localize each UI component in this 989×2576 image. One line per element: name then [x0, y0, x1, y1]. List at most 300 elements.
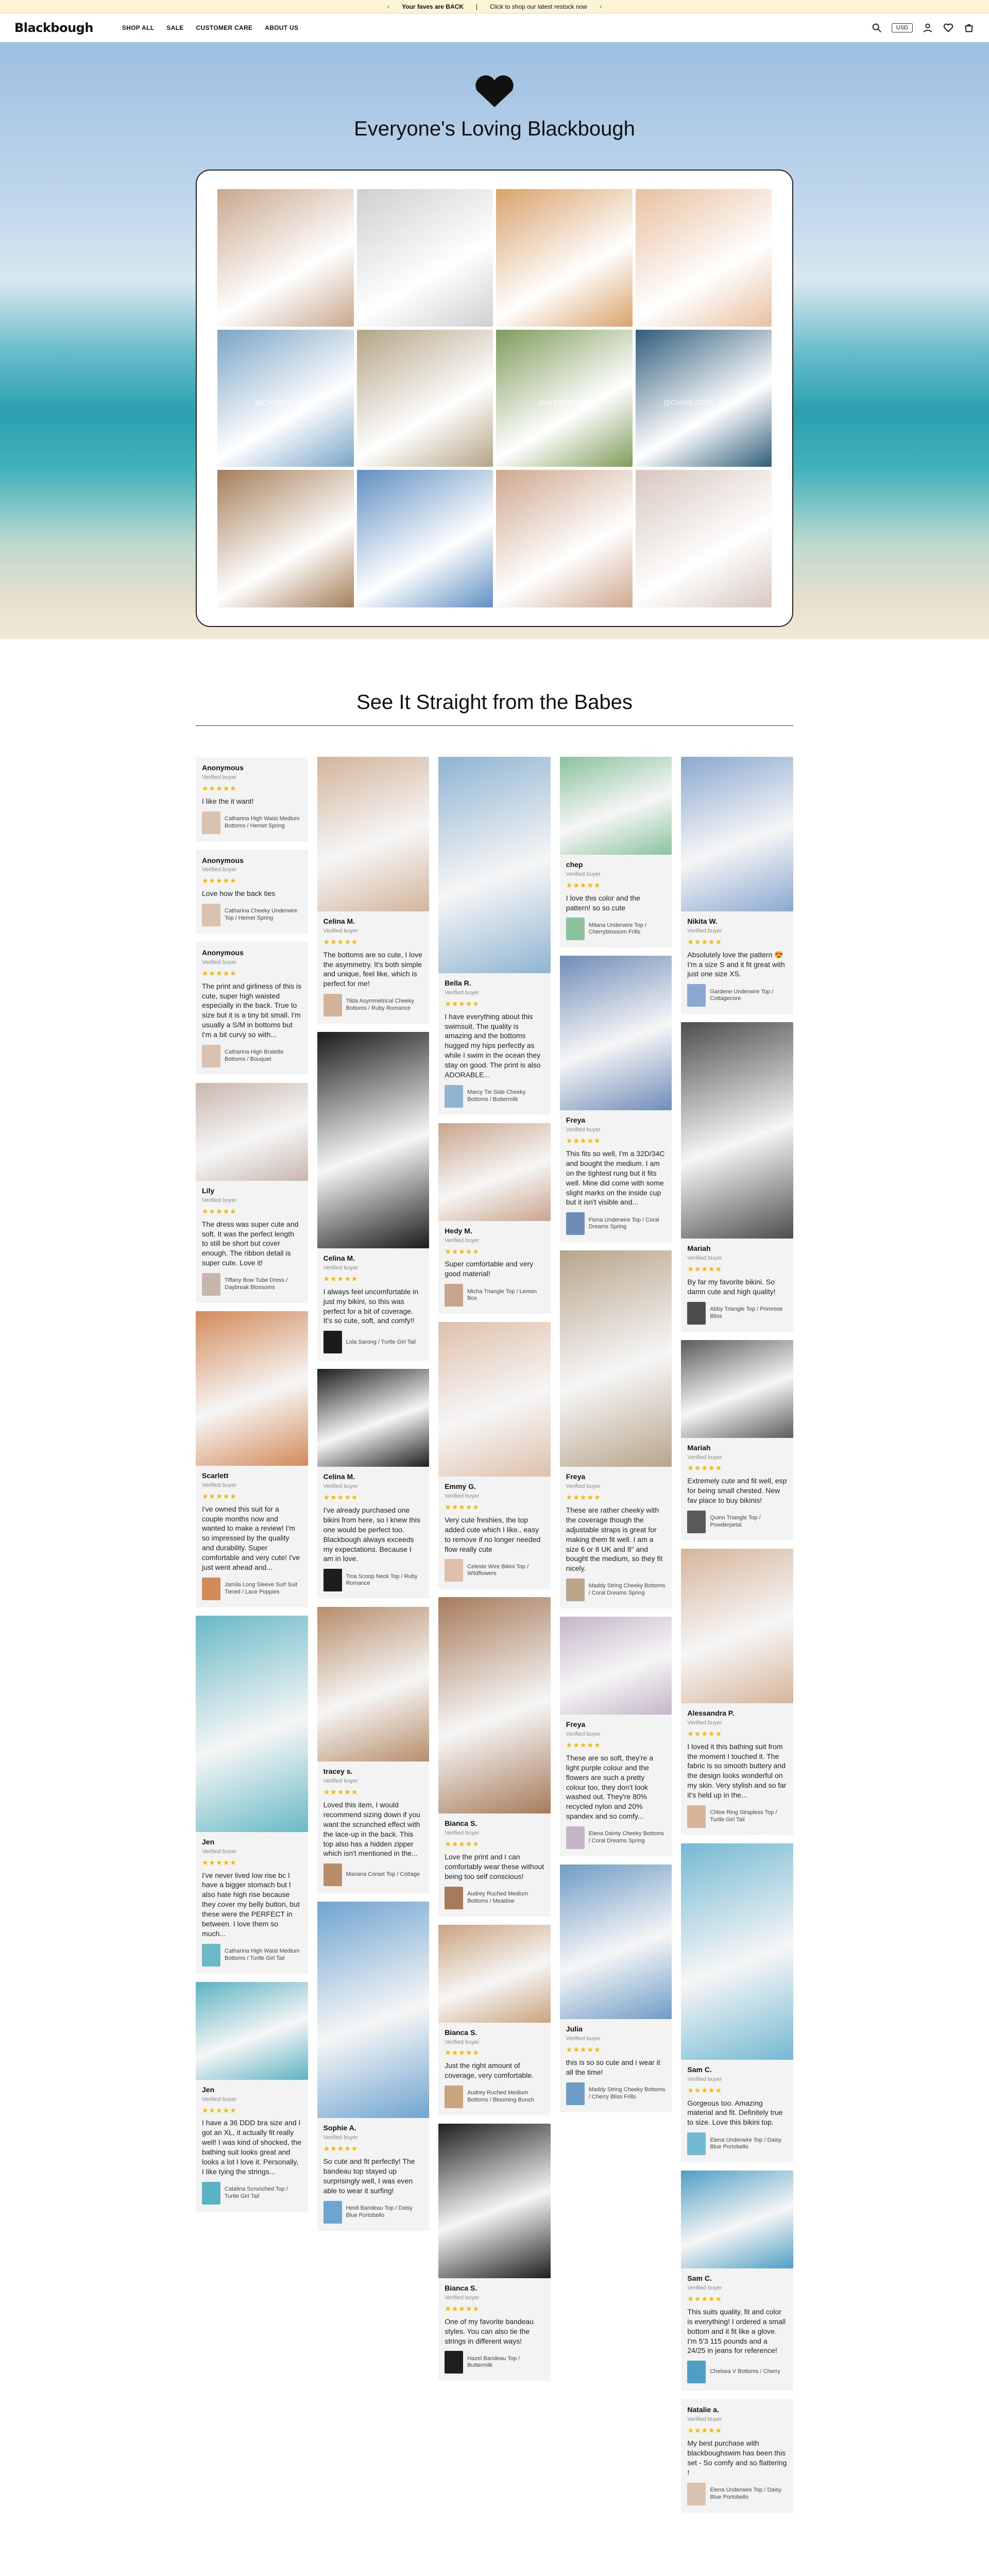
product-thumbnail[interactable] — [323, 994, 342, 1016]
verified-badge: Verified buyer — [566, 871, 601, 877]
verified-badge: Verified buyer — [445, 1237, 480, 1244]
review-column — [560, 757, 672, 2576]
star-rating-icon: ★★★★★ — [445, 1840, 480, 1849]
review-product[interactable] — [687, 2132, 787, 2155]
promo-divider: | — [475, 3, 478, 10]
review-product[interactable] — [323, 1863, 423, 1886]
photo-credit: @CHANTELLSINE — [254, 398, 317, 406]
verified-badge: Verified buyer — [566, 1483, 601, 1490]
reviewer-name: Bella R. — [445, 979, 471, 987]
star-rating-icon: ★★★★★ — [687, 2086, 723, 2094]
review-product[interactable] — [202, 1944, 302, 1967]
product-name[interactable]: Audrey Ruched Medium Bottoms / Meadow — [467, 1891, 528, 1904]
chevron-right-icon[interactable]: › — [599, 3, 602, 10]
review-product[interactable] — [687, 2483, 787, 2505]
review-card — [196, 1982, 308, 2212]
menu-shop-all[interactable]: SHOP ALL — [122, 24, 155, 31]
review-photo[interactable] — [438, 2124, 551, 2278]
review-card — [560, 1865, 672, 2112]
product-name[interactable]: Marcy Tie Side Cheeky Bottoms / Buttermilk — [467, 1089, 526, 1103]
review-photo[interactable] — [681, 1022, 793, 1239]
review-product[interactable] — [687, 1302, 787, 1325]
reviewer-name: Anonymous — [202, 856, 244, 865]
star-rating-icon: ★★★★★ — [445, 1247, 480, 1256]
verified-badge: Verified buyer — [687, 1454, 722, 1461]
currency-selector[interactable]: USD — [892, 23, 913, 32]
review-card — [681, 1843, 793, 2162]
review-text: I've never lived low rise bc I have a bigger stomach but I also hate high rise because they cover my belly button, but these were the PERFECT in between. I love them so much... — [202, 1871, 300, 1938]
ugc-photo[interactable] — [357, 330, 493, 467]
verified-badge: Verified buyer — [202, 2096, 237, 2103]
review-card — [196, 1311, 308, 1607]
product-thumbnail[interactable] — [687, 2361, 706, 2383]
review-product[interactable] — [202, 904, 302, 926]
product-thumbnail[interactable] — [445, 1284, 463, 1307]
account-icon[interactable] — [922, 22, 933, 33]
verified-badge: Verified buyer — [202, 1197, 237, 1204]
star-rating-icon: ★★★★★ — [445, 1503, 480, 1511]
review-text: Love how the back ties — [202, 889, 276, 898]
reviewer-name: Sam C. — [687, 2065, 712, 2074]
chevron-left-icon[interactable]: ‹ — [387, 3, 390, 10]
review-product[interactable] — [445, 2086, 544, 2108]
star-rating-icon: ★★★★★ — [323, 2144, 359, 2153]
product-thumbnail[interactable] — [323, 1331, 342, 1353]
verified-badge: Verified buyer — [445, 2295, 480, 2301]
star-rating-icon: ★★★★★ — [323, 937, 359, 946]
review-product[interactable] — [566, 1579, 666, 1601]
product-thumbnail[interactable] — [202, 1944, 220, 1967]
review-text: The dress was super cute and soft. It was the perfect length to still be short but cover enough. The ribbon detail is super cute. Love it! — [202, 1219, 299, 1267]
star-rating-icon: ★★★★★ — [202, 1207, 237, 1215]
review-card — [438, 2124, 551, 2381]
ugc-photo[interactable] — [636, 189, 772, 327]
review-card — [196, 1083, 308, 1303]
review-product[interactable] — [566, 918, 666, 940]
review-column — [438, 757, 551, 2576]
ugc-photo[interactable] — [217, 189, 354, 327]
product-name[interactable]: Elena Underwire Top / Daisy Blue Portobello — [710, 2486, 781, 2500]
review-photo[interactable] — [681, 1843, 793, 2060]
ugc-photo[interactable] — [636, 470, 772, 607]
product-thumbnail[interactable] — [687, 1805, 706, 1828]
review-card — [438, 757, 551, 1115]
review-text: Extremely cute and fit well, esp for being small chested. New fav place to buy bikinis! — [687, 1477, 787, 1505]
review-product[interactable] — [445, 1284, 544, 1307]
product-name[interactable]: Hazel Bandeau Top / Buttermilk — [467, 2355, 520, 2369]
verified-badge: Verified buyer — [202, 1482, 237, 1488]
reviewer-name: Scarlett — [202, 1471, 229, 1480]
review-card — [196, 942, 308, 1075]
reviewer-name: Freya — [566, 1472, 586, 1481]
reviewer-name: Jen — [202, 2085, 215, 2094]
reviewer-name: Freya — [566, 1720, 586, 1729]
review-product[interactable] — [202, 2182, 302, 2205]
review-column — [317, 757, 430, 2576]
review-column — [681, 757, 793, 2576]
review-text: Just the right amount of coverage, very comfortable. — [445, 2061, 534, 2080]
promo-bar — [0, 0, 989, 13]
ugc-photo[interactable] — [357, 189, 493, 327]
divider — [196, 725, 793, 726]
product-name[interactable]: Mariana Corset Top / Cottage — [346, 1871, 420, 1878]
review-photo[interactable] — [196, 1083, 308, 1181]
product-thumbnail[interactable] — [323, 2201, 342, 2224]
product-name[interactable]: Gardene Underwire Top / Cottagecore — [710, 988, 774, 1002]
review-text: I loved it this bathing suit from the moment I touched it. The fabric is so smooth buttery and the design looks wonderful on my skin. Very stylish and so far it's held up in the... — [687, 1742, 787, 1800]
product-name[interactable]: Maddy String Cheeky Bottoms / Cherry Bliss Frills — [588, 2086, 666, 2100]
product-name[interactable]: Heidi Bandeau Top / Daisy Blue Portobello — [346, 2205, 413, 2218]
star-rating-icon: ★★★★★ — [566, 1137, 601, 1145]
product-thumbnail[interactable] — [323, 1569, 342, 1591]
review-text: this is so so cute and i wear it all the time! — [566, 2058, 660, 2076]
star-rating-icon: ★★★★★ — [202, 1492, 237, 1500]
verified-badge: Verified buyer — [566, 1127, 601, 1133]
verified-badge: Verified buyer — [687, 2076, 722, 2082]
ugc-photo[interactable] — [357, 470, 493, 607]
ugc-photo[interactable] — [217, 330, 354, 467]
ugc-photo[interactable] — [496, 470, 633, 607]
verified-badge: Verified buyer — [687, 1719, 722, 1726]
review-photo[interactable] — [560, 956, 672, 1110]
reviewer-name: Mariah — [687, 1443, 711, 1452]
review-card — [560, 1617, 672, 1856]
review-card — [317, 757, 430, 1024]
star-rating-icon: ★★★★★ — [687, 1265, 723, 1274]
review-card — [196, 1616, 308, 1974]
review-photo[interactable] — [196, 1616, 308, 1832]
product-thumbnail[interactable] — [445, 1085, 463, 1108]
review-text: These are rather cheeky with the coverage though the adjustable straps is great for making them fit well. I am a size 6 or 8 UK and 8" and bought the medium, so they fit nicely. — [566, 1506, 663, 1573]
ugc-photo[interactable] — [217, 470, 354, 607]
review-text: So cute and fit perfectly! The bandeau top stayed up surprisingly well, I was even able to wear it surfing! — [323, 2157, 415, 2195]
product-name[interactable]: Maddy String Cheeky Bottoms / Coral Dreams Spring — [588, 1583, 666, 1597]
product-thumbnail[interactable] — [202, 1045, 220, 1067]
reviewer-name: Celina M. — [323, 1254, 355, 1263]
product-thumbnail[interactable] — [445, 1559, 463, 1582]
review-card — [438, 1123, 551, 1314]
review-text: I have everything about this swimsuit. The quality is amazing and the bottoms hugged my hips perfectly as while I swim in the ocean they stay on good. The print is also ADORABLE... — [445, 1012, 541, 1079]
product-name[interactable]: Tilda Asymmetrical Cheeky Bottoms / Ruby Romance — [346, 998, 414, 1012]
review-product[interactable] — [687, 1511, 787, 1533]
star-rating-icon: ★★★★★ — [687, 937, 723, 946]
star-rating-icon: ★★★★★ — [323, 1493, 359, 1502]
star-rating-icon: ★★★★★ — [445, 2048, 480, 2057]
review-photo[interactable] — [560, 1865, 672, 2019]
review-product[interactable] — [445, 1085, 544, 1108]
product-thumbnail[interactable] — [445, 2351, 463, 2374]
star-rating-icon: ★★★★★ — [202, 784, 237, 792]
product-thumbnail[interactable] — [323, 1863, 342, 1886]
product-thumbnail[interactable] — [566, 1212, 585, 1235]
review-text: Absolutely love the pattern 😍 I'm a size S and it fit great with just one size XS. — [687, 950, 785, 978]
review-text: I always feel uncomfortable in just my bikini, so this was perfect for a bit of coverage. It's so cute, soft, and comfy!! — [323, 1287, 419, 1325]
review-photo[interactable] — [317, 757, 430, 911]
review-card — [317, 1032, 430, 1361]
review-product[interactable] — [323, 1331, 423, 1353]
review-photo[interactable] — [196, 1982, 308, 2080]
reviews-section — [0, 639, 989, 2576]
review-product[interactable] — [566, 1212, 666, 1235]
review-product[interactable] — [566, 2082, 666, 2105]
review-text: The print and girliness of this is cute, super high waisted especially in the back. True to size but it is a tiny bit small. I'm usually a S/M in bottoms but I'm a bit curvy so with... — [202, 981, 301, 1039]
product-thumbnail[interactable] — [566, 1579, 585, 1601]
review-card — [317, 1369, 430, 1599]
cart-icon[interactable] — [963, 22, 975, 33]
product-thumbnail[interactable] — [566, 918, 585, 940]
reviewer-name: Bianca S. — [445, 2028, 478, 2037]
review-photo[interactable] — [681, 1549, 793, 1703]
review-card — [196, 757, 308, 841]
verified-badge: Verified buyer — [445, 2039, 480, 2045]
reviewer-name: Sam C. — [687, 2274, 712, 2283]
reviewer-name: Julia — [566, 2025, 583, 2033]
review-product[interactable] — [687, 984, 787, 1007]
verified-badge: Verified buyer — [445, 1830, 480, 1837]
verified-badge: Verified buyer — [202, 1848, 237, 1855]
menu-about-us[interactable]: ABOUT US — [265, 24, 299, 31]
reviewer-name: Hedy M. — [445, 1226, 472, 1235]
header-nav — [0, 13, 989, 42]
product-name[interactable]: Catharina High Bralette Bottoms / Bouquet — [225, 1049, 284, 1062]
review-product[interactable] — [323, 1569, 423, 1591]
review-product[interactable] — [323, 2201, 423, 2224]
star-rating-icon: ★★★★★ — [202, 876, 237, 885]
product-name[interactable]: Milana Underwire Top / Cherryblossom Frills — [588, 922, 647, 936]
product-name[interactable]: Catharina Cheeky Underwire Top / Hemet Spring — [225, 908, 298, 922]
reviewer-name: Bianca S. — [445, 2284, 478, 2293]
search-icon[interactable] — [871, 22, 882, 33]
review-text: This suits quality, fit and color is everything! I ordered a small bottom and it fit like a glove. I'm 5'3 115 pounds and a 24/25 in jeans for reference! — [687, 2307, 786, 2355]
verified-badge: Verified buyer — [323, 2134, 358, 2141]
star-rating-icon: ★★★★★ — [202, 969, 237, 977]
ugc-photo[interactable] — [496, 189, 633, 327]
reviewer-name: tracey s. — [323, 1767, 353, 1776]
review-text: By far my favorite bikini. So damn cute and high quality! — [687, 1277, 776, 1296]
verified-badge: Verified buyer — [323, 927, 358, 934]
product-name[interactable]: Audrey Ruched Medium Bottoms / Blooming Bunch — [467, 2090, 534, 2104]
menu-customer-care[interactable]: CUSTOMER CARE — [196, 24, 253, 31]
review-text: Gorgeous too. Amazing material and fit. Definitely true to size. Love this bikini top. — [687, 2098, 783, 2127]
review-photo[interactable] — [560, 1250, 672, 1467]
review-text: These are so soft, they're a light purple colour and the flowers are such a pretty colour too, they don't look washed out. They're 80% recycled nylon and 20% spandex and so comfy... — [566, 1753, 653, 1821]
verified-badge: Verified buyer — [687, 2416, 722, 2423]
wishlist-icon[interactable] — [943, 22, 954, 33]
product-thumbnail[interactable] — [445, 2086, 463, 2108]
reviewer-name: chep — [566, 860, 583, 869]
verified-badge: Verified buyer — [687, 1255, 722, 1262]
reviewer-name: Nikita W. — [687, 917, 718, 925]
product-name[interactable]: Tiffany Bow Tube Dress / Daybreak Blossoms — [225, 1277, 288, 1291]
review-photo[interactable] — [560, 757, 672, 855]
reviewer-name: Natalie a. — [687, 2405, 719, 2414]
star-rating-icon: ★★★★★ — [566, 2045, 601, 2054]
reviewer-name: Mariah — [687, 1244, 711, 1253]
review-card — [681, 2399, 793, 2512]
product-thumbnail[interactable] — [202, 811, 220, 834]
review-text: Very cute freshies, the top added cute which I like.. easy to remove if no longer needed flow really cute — [445, 1515, 541, 1553]
verified-badge: Verified buyer — [566, 1731, 601, 1738]
review-product[interactable] — [445, 1559, 544, 1582]
star-rating-icon: ★★★★★ — [202, 2106, 237, 2114]
brand-logo[interactable]: Blackbough — [14, 20, 93, 35]
review-product[interactable] — [202, 1045, 302, 1067]
product-thumbnail[interactable] — [687, 984, 706, 1007]
review-card — [681, 1340, 793, 1540]
star-rating-icon: ★★★★★ — [445, 999, 480, 1008]
reviewer-name: Lily — [202, 1187, 215, 1195]
product-name[interactable]: Quinn Triangle Top / Powderpetal — [710, 1515, 761, 1528]
product-thumbnail[interactable] — [566, 1826, 585, 1849]
review-card — [196, 850, 308, 934]
star-rating-icon: ★★★★★ — [202, 1858, 237, 1867]
review-product[interactable] — [687, 2361, 787, 2383]
review-photo[interactable] — [438, 1322, 551, 1477]
product-thumbnail[interactable] — [687, 2132, 706, 2155]
hero-title: Everyone's Loving Blackbough — [354, 117, 635, 140]
product-thumbnail[interactable] — [202, 1578, 220, 1600]
review-photo[interactable] — [317, 1902, 430, 2118]
product-name[interactable]: Elena Dainty Cheeky Bottoms / Coral Dreams Spring — [588, 1831, 664, 1844]
verified-badge: Verified buyer — [202, 959, 237, 965]
reviewer-name: Anonymous — [202, 948, 244, 957]
star-rating-icon: ★★★★★ — [687, 2295, 723, 2303]
product-name[interactable]: Elena Underwire Top / Daisy Blue Portobello — [710, 2137, 781, 2150]
photo-credit: @ALEXZEITRIA — [537, 398, 591, 406]
product-name[interactable]: Tina Scoop Neck Top / Ruby Romance — [346, 1573, 418, 1587]
product-thumbnail[interactable] — [202, 2182, 220, 2205]
review-product[interactable] — [445, 1887, 544, 1909]
reviewer-name: Alessandra P. — [687, 1709, 735, 1717]
review-photo[interactable] — [681, 1340, 793, 1438]
product-name[interactable]: Catalina Scrunched Top / Turtle Girl Tail — [225, 2186, 288, 2199]
promo-right[interactable]: Click to shop our latest restock now — [490, 3, 587, 10]
product-name[interactable]: Chloe Ring Strapless Top / Turtle Girl Tail — [710, 1809, 777, 1823]
verified-badge: Verified buyer — [566, 2035, 601, 2042]
star-rating-icon: ★★★★★ — [687, 2426, 723, 2435]
reviewer-name: Celina M. — [323, 1472, 355, 1481]
review-product[interactable] — [566, 1826, 666, 1849]
heart-icon — [474, 75, 515, 108]
product-name[interactable]: Catharina High Waist Medium Bottoms / Hemet Spring — [225, 815, 300, 829]
promo-left: Your faves are BACK — [402, 3, 464, 10]
verified-badge: Verified buyer — [323, 1778, 358, 1785]
star-rating-icon: ★★★★★ — [687, 1729, 723, 1738]
reviews-title: See It Straight from the Babes — [356, 691, 633, 714]
review-text: I like the it want! — [202, 796, 254, 805]
review-card — [317, 1902, 430, 2230]
star-rating-icon: ★★★★★ — [323, 1788, 359, 1797]
ugc-gallery — [196, 170, 793, 627]
review-text: This fits so well, I'm a 32D/34C and bought the medium. I am on the tightest rung but it fits well. Mine did come with some slight marks on the inside cup but it isn't visible and... — [566, 1149, 665, 1207]
verified-badge: Verified buyer — [687, 927, 722, 934]
review-photo[interactable] — [438, 1123, 551, 1221]
product-thumbnail[interactable] — [202, 1273, 220, 1296]
header-actions — [871, 22, 975, 33]
review-card — [317, 1607, 430, 1893]
review-photo[interactable] — [438, 1925, 551, 2023]
review-photo[interactable] — [438, 1597, 551, 1814]
review-photo[interactable] — [317, 1032, 430, 1248]
review-card — [438, 1597, 551, 1916]
review-photo[interactable] — [317, 1607, 430, 1761]
review-card — [560, 956, 672, 1242]
review-text: I have a 36 DDD bra size and I got an XL, it actually fit really well! I was kind of shocked, the bathing suit looks great and looks a lot I love it. Personally, I like tying the strings... — [202, 2119, 301, 2176]
review-product[interactable] — [202, 1578, 302, 1600]
review-product[interactable] — [445, 2351, 544, 2374]
reviewer-name: Anonymous — [202, 764, 244, 772]
review-photo[interactable] — [317, 1369, 430, 1467]
reviewer-name: Celina M. — [323, 917, 355, 925]
review-text: I love this color and the pattern! so so cute — [566, 893, 640, 912]
review-card — [681, 2171, 793, 2391]
review-card — [681, 757, 793, 1014]
reviewer-name: Sophie A. — [323, 2124, 356, 2132]
review-product[interactable] — [687, 1805, 787, 1828]
star-rating-icon: ★★★★★ — [323, 1274, 359, 1283]
star-rating-icon: ★★★★★ — [445, 2304, 480, 2313]
review-text: Loved this item, I would recommend sizing down if you want the scrunched effect with the lace-up in the back. This top also has a hidden zipper which isn't mentioned in the... — [323, 1800, 420, 1858]
product-name[interactable]: Lola Sarong / Turtle Girl Tail — [346, 1338, 416, 1345]
star-rating-icon: ★★★★★ — [687, 1464, 723, 1472]
review-card — [681, 1022, 793, 1331]
review-column — [196, 757, 308, 2576]
review-text: I've already purchased one bikini from here, so I knew this one would be perfect too. Blackbough always exceeds my expectations. Because I am in love. — [323, 1506, 420, 1563]
product-name[interactable]: Jamila Long Sleeve Surf Suit Tiered / Lace Poppies — [225, 1582, 298, 1595]
product-name[interactable]: Abby Triangle Top / Primrose Bliss — [710, 1306, 783, 1319]
review-card — [438, 1925, 551, 2115]
verified-badge: Verified buyer — [445, 989, 480, 996]
review-text: My best purchase with blackboughswim has been this set - So comfy and so flattering ! — [687, 2438, 787, 2477]
reviews-masonry — [196, 757, 793, 2576]
review-product[interactable] — [202, 1273, 302, 1296]
review-product[interactable] — [202, 811, 302, 834]
product-thumbnail[interactable] — [687, 1511, 706, 1533]
ugc-photo[interactable] — [496, 330, 633, 467]
product-name[interactable]: Catharina High Waist Medium Bottoms / Turtle Girl Tail — [225, 1948, 300, 1961]
product-thumbnail[interactable] — [202, 904, 220, 926]
review-text: One of my favorite bandeau styles. You can also tie the strings in different ways! — [445, 2317, 534, 2345]
review-product[interactable] — [323, 994, 423, 1016]
verified-badge: Verified buyer — [202, 774, 237, 781]
review-text: I've owned this suit for a couple months now and wanted to make a review! I'm so impressed by the quality and durability. Super comfortable and very cute! I've just went ahead and... — [202, 1504, 300, 1572]
review-photo[interactable] — [681, 757, 793, 911]
verified-badge: Verified buyer — [323, 1483, 358, 1490]
product-name[interactable]: Fiona Underwire Top / Coral Dreams Spring — [588, 1216, 659, 1230]
product-name[interactable]: Chelsea V Bottoms / Cherry — [710, 2368, 780, 2375]
verified-badge: Verified buyer — [202, 867, 237, 873]
product-name[interactable]: Celeste Wire Bikini Top / Wildflowers — [467, 1563, 529, 1577]
menu-sale[interactable]: SALE — [166, 24, 184, 31]
review-photo[interactable] — [681, 2171, 793, 2268]
review-text: Super comfortable and very good material! — [445, 1260, 534, 1278]
product-name[interactable]: Micha Triangle Top / Lemon Box — [467, 1288, 537, 1302]
product-thumbnail[interactable] — [687, 1302, 706, 1325]
product-thumbnail[interactable] — [445, 1887, 463, 1909]
review-card — [438, 1322, 551, 1589]
photo-credit: @CHARLOTTE_GRACE — [663, 398, 744, 406]
reviewer-name: Emmy G. — [445, 1482, 476, 1491]
product-thumbnail[interactable] — [566, 2082, 585, 2105]
reviewer-name: Freya — [566, 1116, 586, 1125]
star-rating-icon: ★★★★★ — [566, 1493, 601, 1502]
review-photo[interactable] — [560, 1617, 672, 1715]
review-photo[interactable] — [438, 757, 551, 973]
verified-badge: Verified buyer — [687, 2285, 722, 2292]
ugc-photo[interactable] — [636, 330, 772, 467]
product-thumbnail[interactable] — [687, 2483, 706, 2505]
review-photo[interactable] — [196, 1311, 308, 1466]
